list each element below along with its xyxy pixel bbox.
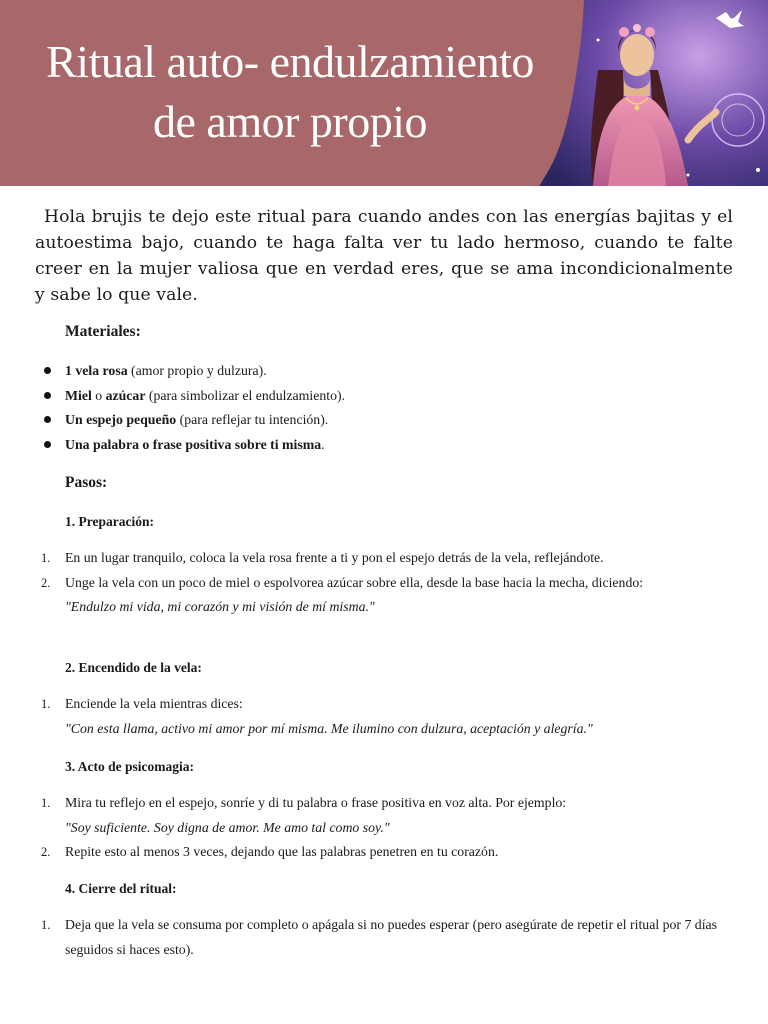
- list-item: 2. Unge la vela con un poco de miel o espolvorea azúcar sobre ella, desde la base hacia la mecha, diciendo: "Endulzo mi vida, mi corazón y mi visión de mí misma.": [0, 571, 735, 620]
- step4-heading: 4. Cierre del ritual:: [65, 881, 177, 896]
- bullet-icon: [44, 441, 51, 448]
- quote: "Endulzo mi vida, mi corazón y mi visión de mí misma.": [65, 599, 375, 614]
- title-line-2: de amor propio: [152, 96, 428, 147]
- bullet-icon: [44, 416, 51, 423]
- materials-list: [0, 362, 768, 460]
- list-item: 1. Mira tu reflejo en el espejo, sonríe y di tu palabra o frase positiva en voz alta. Por ejemplo: "Soy suficiente. Soy digna de amor. Me amo tal como soy.": [0, 791, 735, 840]
- step2-heading: 2. Encendido de la vela:: [65, 660, 202, 675]
- step3-heading: 3. Acto de psicomagia:: [65, 759, 194, 774]
- goddess-illustration-svg: [538, 0, 768, 186]
- bullet-icon: [44, 392, 51, 399]
- title-line-1: Ritual auto- endulzamiento: [46, 36, 534, 87]
- list-item: 2. Repite esto al menos 3 veces, dejando que las palabras penetren en tu corazón.: [41, 844, 499, 859]
- bullet-icon: [44, 367, 51, 374]
- header-banner: [0, 0, 768, 186]
- list-item: Un espejo pequeño (para reflejar tu intención).: [0, 411, 768, 436]
- intro-paragraph: Hola brujis te dejo este ritual para cuando andes con las energías bajitas y el autoestima bajo, cuando te haga falta ver tu lado hermoso, cuando te falte creer en la mujer valiosa que en verdad eres, que se ama incondicionalmente y sabe lo que vale.: [35, 207, 733, 305]
- steps-heading: Pasos:: [65, 474, 108, 491]
- goddess-illustration: [538, 0, 768, 186]
- list-item: Una palabra o frase positiva sobre ti misma.: [0, 436, 768, 461]
- step1-list: [0, 546, 735, 620]
- step4-list: [0, 913, 735, 962]
- page-title: [10, 32, 570, 152]
- quote: "Con esta llama, activo mi amor por mí misma. Me ilumino con dulzura, aceptación y alegría.": [65, 720, 593, 736]
- quote: "Soy suficiente. Soy digna de amor. Me amo tal como soy.": [65, 819, 390, 835]
- list-item: 1. En un lugar tranquilo, coloca la vela rosa frente a ti y pon el espejo detrás de la vela, reflejándote.: [41, 550, 604, 565]
- list-item: 1. Deja que la vela se consuma por completo o apágala si no puedes esperar (pero asegúrate de repetir el ritual por 7 días seguidos si haces esto).: [41, 917, 718, 957]
- list-item: Miel o azúcar (para simbolizar el endulzamiento).: [0, 387, 768, 412]
- step3-list: [0, 791, 735, 865]
- step1-heading: 1. Preparación:: [65, 514, 154, 529]
- materials-heading: Materiales:: [65, 323, 141, 340]
- step2-list: [0, 692, 735, 741]
- list-item: 1. Enciende la vela mientras dices: "Con esta llama, activo mi amor por mí misma. Me ilumino con dulzura, aceptación y alegría.": [0, 692, 735, 741]
- list-item: 1 vela rosa (amor propio y dulzura).: [0, 362, 768, 387]
